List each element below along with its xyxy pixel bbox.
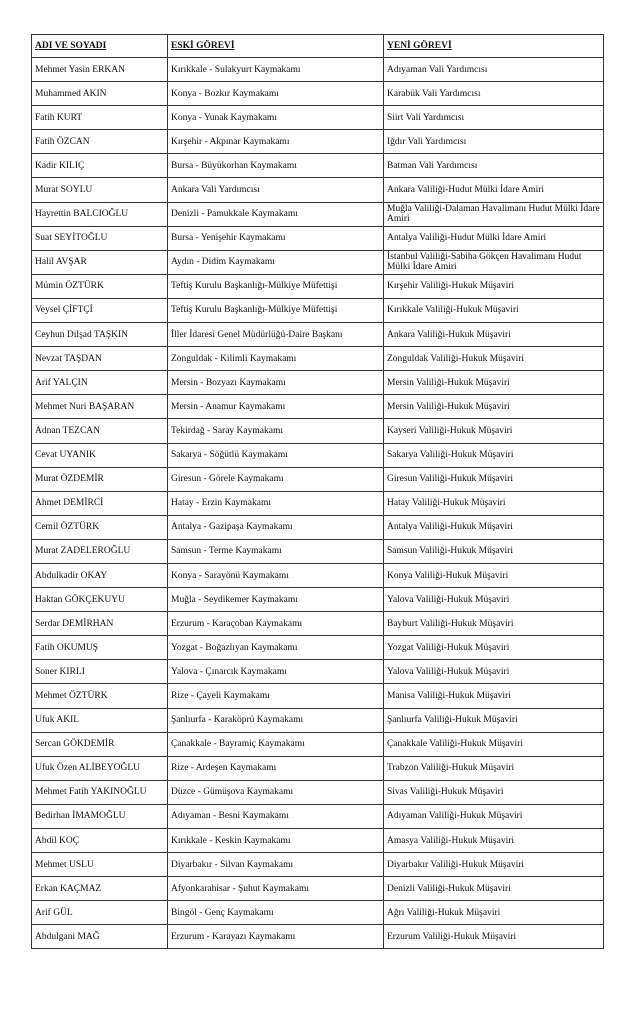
- cell-new-position: Antalya Valiliği-Hukuk Müşaviri: [384, 515, 604, 539]
- table-row: [32, 82, 604, 106]
- cell-old-position: Teftiş Kurulu Başkanlığı-Mülkiye Müfettişi: [168, 298, 384, 322]
- cell-new-position: Hatay Valiliği-Hukuk Müşaviri: [384, 491, 604, 515]
- cell-old-position: Adıyaman - Besni Kaymakamı: [168, 804, 384, 828]
- cell-new-position: Adıyaman Valiliği-Hukuk Müşaviri: [384, 804, 604, 828]
- table-row: [32, 154, 604, 178]
- table-row: [32, 419, 604, 443]
- table-row: [32, 106, 604, 130]
- cell-name: Mehmet ÖZTÜRK: [32, 684, 168, 708]
- cell-old-position: Bursa - Yenişehir Kaymakamı: [168, 226, 384, 250]
- table-row: [32, 539, 604, 563]
- cell-new-position: Kayseri Valiliği-Hukuk Müşaviri: [384, 419, 604, 443]
- cell-old-position: Konya - Bozkır Kaymakamı: [168, 82, 384, 106]
- cell-name: Mehmet USLU: [32, 853, 168, 877]
- cell-old-position: Tekirdağ - Saray Kaymakamı: [168, 419, 384, 443]
- cell-name: Ufuk AKIL: [32, 708, 168, 732]
- cell-name: Cemil ÖZTÜRK: [32, 515, 168, 539]
- table-row: [32, 588, 604, 612]
- cell-old-position: Ankara Vali Yardımcısı: [168, 178, 384, 202]
- cell-name: Mehmet Fatih YAKINOĞLU: [32, 780, 168, 804]
- cell-old-position: Bursa - Büyükorhan Kaymakamı: [168, 154, 384, 178]
- cell-new-position: Adıyaman Vali Yardımcısı: [384, 58, 604, 82]
- cell-new-position: Yalova Valiliği-Hukuk Müşaviri: [384, 660, 604, 684]
- table-row: [32, 491, 604, 515]
- table-row: [32, 250, 604, 274]
- table-row: [32, 636, 604, 660]
- cell-name: Abdulkadir OKAY: [32, 563, 168, 587]
- cell-old-position: Mersin - Bozyazı Kaymakamı: [168, 371, 384, 395]
- cell-new-position: Samsun Valiliği-Hukuk Müşaviri: [384, 539, 604, 563]
- cell-name: Fatih OKUMUŞ: [32, 636, 168, 660]
- table-row: [32, 925, 604, 949]
- cell-old-position: Zonguldak - Kilimli Kaymakamı: [168, 347, 384, 371]
- header-old-position: ESKİ GÖREVİ: [168, 35, 384, 58]
- cell-name: Mümin ÖZTÜRK: [32, 274, 168, 298]
- cell-name: Cevat UYANIK: [32, 443, 168, 467]
- table-row: [32, 371, 604, 395]
- table-row: [32, 660, 604, 684]
- cell-new-position: Giresun Valiliği-Hukuk Müşaviri: [384, 467, 604, 491]
- cell-new-position: Mersin Valiliği-Hukuk Müşaviri: [384, 395, 604, 419]
- cell-new-position: Zonguldak Valiliği-Hukuk Müşaviri: [384, 347, 604, 371]
- cell-new-position: Trabzon Valiliği-Hukuk Müşaviri: [384, 756, 604, 780]
- cell-old-position: Teftiş Kurulu Başkanlığı-Mülkiye Müfettişi: [168, 274, 384, 298]
- cell-new-position: Konya Valiliği-Hukuk Müşaviri: [384, 563, 604, 587]
- cell-old-position: Hatay - Erzin Kaymakamı: [168, 491, 384, 515]
- cell-old-position: Muğla - Seydikemer Kaymakamı: [168, 588, 384, 612]
- cell-new-position: Mersin Valiliği-Hukuk Müşaviri: [384, 371, 604, 395]
- cell-name: Ufuk Özen ALİBEYOĞLU: [32, 756, 168, 780]
- cell-new-position: Batman Vali Yardımcısı: [384, 154, 604, 178]
- cell-old-position: Yalova - Çınarcık Kaymakamı: [168, 660, 384, 684]
- cell-old-position: Diyarbakır - Silvan Kaymakamı: [168, 853, 384, 877]
- cell-name: Abdulgani MAĞ: [32, 925, 168, 949]
- cell-name: Bedirhan İMAMOĞLU: [32, 804, 168, 828]
- cell-old-position: Mersin - Anamur Kaymakamı: [168, 395, 384, 419]
- table-row: [32, 877, 604, 901]
- table-row: [32, 130, 604, 154]
- table-row: [32, 178, 604, 202]
- cell-old-position: Samsun - Terme Kaymakamı: [168, 539, 384, 563]
- cell-new-position: Denizli Valiliği-Hukuk Müşaviri: [384, 877, 604, 901]
- cell-old-position: Denizli - Pamukkale Kaymakamı: [168, 202, 384, 226]
- table-row: [32, 780, 604, 804]
- cell-name: Serdar DEMİRHAN: [32, 612, 168, 636]
- table-row: [32, 708, 604, 732]
- cell-new-position: Bayburt Valiliği-Hukuk Müşaviri: [384, 612, 604, 636]
- cell-old-position: Erzurum - Karayazı Kaymakamı: [168, 925, 384, 949]
- table-row: [32, 347, 604, 371]
- cell-new-position: Yalova Valiliği-Hukuk Müşaviri: [384, 588, 604, 612]
- cell-old-position: Şanlıurfa - Karaköprü Kaymakamı: [168, 708, 384, 732]
- cell-name: Murat SOYLU: [32, 178, 168, 202]
- cell-new-position: Siirt Vali Yardımcısı: [384, 106, 604, 130]
- cell-old-position: Rize - Çayeli Kaymakamı: [168, 684, 384, 708]
- cell-name: Arif GÜL: [32, 901, 168, 925]
- cell-new-position: Erzurum Valiliği-Hukuk Müşaviri: [384, 925, 604, 949]
- table-row: [32, 226, 604, 250]
- table-row: [32, 58, 604, 82]
- cell-name: Adnan TEZCAN: [32, 419, 168, 443]
- cell-name: Halil AVŞAR: [32, 250, 168, 274]
- cell-name: Erkan KAÇMAZ: [32, 877, 168, 901]
- cell-old-position: Konya - Yunak Kaymakamı: [168, 106, 384, 130]
- cell-name: Sercan GÖKDEMİR: [32, 732, 168, 756]
- appointments-table: [31, 34, 604, 949]
- table-row: [32, 298, 604, 322]
- cell-new-position: Şanlıurfa Valiliği-Hukuk Müşaviri: [384, 708, 604, 732]
- cell-new-position: Diyarbakır Valiliği-Hukuk Müşaviri: [384, 853, 604, 877]
- table-row: [32, 853, 604, 877]
- cell-name: Suat SEYİTOĞLU: [32, 226, 168, 250]
- cell-old-position: Antalya - Gazipaşa Kaymakamı: [168, 515, 384, 539]
- cell-name: Ahmet DEMİRCİ: [32, 491, 168, 515]
- cell-name: Mehmet Nuri BAŞARAN: [32, 395, 168, 419]
- cell-name: Nevzat TAŞDAN: [32, 347, 168, 371]
- cell-old-position: Kırıkkale - Keskin Kaymakamı: [168, 829, 384, 853]
- cell-name: Fatih KURT: [32, 106, 168, 130]
- cell-new-position: Yozgat Valiliği-Hukuk Müşaviri: [384, 636, 604, 660]
- cell-old-position: Sakarya - Söğütlü Kaymakamı: [168, 443, 384, 467]
- cell-new-position: Ankara Valiliği-Hudut Mülki İdare Amiri: [384, 178, 604, 202]
- cell-new-position: Muğla Valiliği-Dalaman Havalimanı Hudut Mülki İdare Amiri: [384, 202, 604, 226]
- table-row: [32, 732, 604, 756]
- cell-old-position: Rize - Ardeşen Kaymakamı: [168, 756, 384, 780]
- cell-old-position: İller İdaresi Genel Müdürlüğü-Daire Başkanı: [168, 323, 384, 347]
- cell-new-position: Antalya Valiliği-Hudut Mülki İdare Amiri: [384, 226, 604, 250]
- table-row: [32, 202, 604, 226]
- cell-old-position: Erzurum - Karaçoban Kaymakamı: [168, 612, 384, 636]
- table-row: [32, 684, 604, 708]
- cell-old-position: Giresun - Görele Kaymakamı: [168, 467, 384, 491]
- cell-new-position: Ankara Valiliği-Hukuk Müşaviri: [384, 323, 604, 347]
- cell-new-position: Manisa Valiliği-Hukuk Müşaviri: [384, 684, 604, 708]
- cell-new-position: Sivas Valiliği-Hukuk Müşaviri: [384, 780, 604, 804]
- cell-old-position: Yozgat - Boğazlıyan Kaymakamı: [168, 636, 384, 660]
- cell-name: Murat ÖZDEMİR: [32, 467, 168, 491]
- cell-name: Abdil KOÇ: [32, 829, 168, 853]
- cell-old-position: Düzce - Gümüşova Kaymakamı: [168, 780, 384, 804]
- cell-old-position: Kırşehir - Akpınar Kaymakamı: [168, 130, 384, 154]
- cell-new-position: Çanakkale Valiliği-Hukuk Müşaviri: [384, 732, 604, 756]
- table-row: [32, 467, 604, 491]
- cell-name: Muhammed AKIN: [32, 82, 168, 106]
- cell-name: Soner KIRLI: [32, 660, 168, 684]
- cell-new-position: Amasya Valiliği-Hukuk Müşaviri: [384, 829, 604, 853]
- table-row: [32, 829, 604, 853]
- cell-name: Murat ZADELEROĞLU: [32, 539, 168, 563]
- table-row: [32, 515, 604, 539]
- cell-new-position: Sakarya Valiliği-Hukuk Müşaviri: [384, 443, 604, 467]
- table-row: [32, 756, 604, 780]
- cell-name: Mehmet Yasin ERKAN: [32, 58, 168, 82]
- header-name: ADI VE SOYADI: [32, 35, 168, 58]
- table-row: [32, 323, 604, 347]
- cell-name: Fatih ÖZCAN: [32, 130, 168, 154]
- cell-new-position: Kırıkkale Valiliği-Hukuk Müşaviri: [384, 298, 604, 322]
- cell-old-position: Konya - Sarayönü Kaymakamı: [168, 563, 384, 587]
- table-row: [32, 395, 604, 419]
- table-row: [32, 443, 604, 467]
- header-new-position: YENİ GÖREVİ: [384, 35, 604, 58]
- cell-old-position: Afyonkarahisar - Şuhut Kaymakamı: [168, 877, 384, 901]
- cell-old-position: Bingöl - Genç Kaymakamı: [168, 901, 384, 925]
- cell-new-position: İstanbul Valiliği-Sabiha Gökçen Havalimanı Hudut Mülki İdare Amiri: [384, 250, 604, 274]
- cell-name: Ceyhun Dilşad TAŞKIN: [32, 323, 168, 347]
- cell-new-position: Kırşehir Valiliği-Hukuk Müşaviri: [384, 274, 604, 298]
- cell-name: Kadir KILIÇ: [32, 154, 168, 178]
- cell-name: Haktan GÖKÇEKUYU: [32, 588, 168, 612]
- table-row: [32, 612, 604, 636]
- cell-old-position: Çanakkale - Bayramiç Kaymakamı: [168, 732, 384, 756]
- cell-new-position: Iğdır Vali Yardımcısı: [384, 130, 604, 154]
- table-row: [32, 804, 604, 828]
- table-row: [32, 563, 604, 587]
- cell-name: Arif YALÇIN: [32, 371, 168, 395]
- header-row: [32, 35, 604, 58]
- cell-name: Hayrettin BALCIOĞLU: [32, 202, 168, 226]
- cell-new-position: Karabük Vali Yardımcısı: [384, 82, 604, 106]
- table-row: [32, 274, 604, 298]
- cell-name: Veysel ÇİFTÇİ: [32, 298, 168, 322]
- table-row: [32, 901, 604, 925]
- cell-old-position: Aydın - Didim Kaymakamı: [168, 250, 384, 274]
- cell-new-position: Ağrı Valiliği-Hukuk Müşaviri: [384, 901, 604, 925]
- cell-old-position: Kırıkkale - Sulakyurt Kaymakamı: [168, 58, 384, 82]
